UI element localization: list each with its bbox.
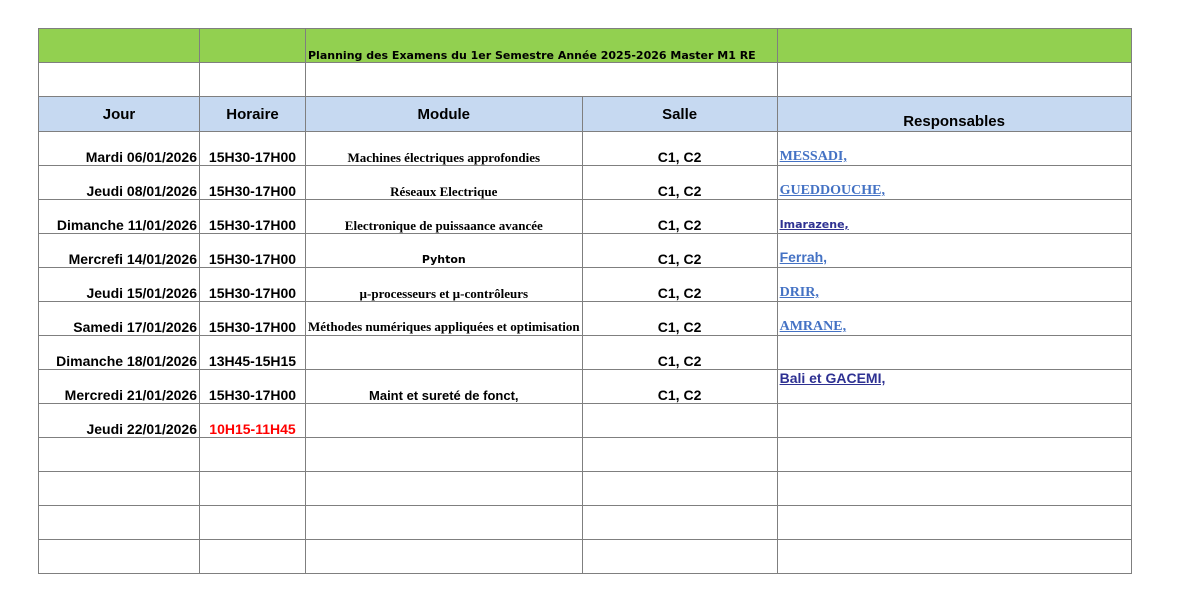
time-cell[interactable]: 10H15-11H45 (200, 404, 306, 438)
cell[interactable] (777, 63, 1131, 97)
cell[interactable] (39, 540, 200, 574)
cell[interactable] (200, 540, 306, 574)
resp-cell[interactable] (777, 302, 1131, 336)
responsable-link[interactable]: Bali et GACEMI, (779, 370, 886, 386)
module-cell[interactable]: Electronique de puissaance avancée (306, 200, 583, 234)
schedule-title[interactable]: Planning des Examens du 1er Semestre Année 2025-2026 Master M1 RE (306, 29, 778, 63)
cell[interactable] (777, 438, 1131, 472)
cell[interactable] (777, 506, 1131, 540)
table-row (39, 166, 1132, 200)
resp-cell[interactable] (777, 234, 1131, 268)
title-row (39, 29, 1132, 63)
header-responsables[interactable]: Responsables (777, 97, 1131, 132)
resp-cell[interactable] (777, 132, 1131, 166)
cell[interactable] (200, 63, 306, 97)
header-day[interactable]: Jour (39, 97, 200, 132)
table-row (39, 336, 1132, 370)
time-cell[interactable]: 15H30-17H00 (200, 132, 306, 166)
table-row (39, 404, 1132, 438)
day-cell[interactable]: Mercrefi 14/01/2026 (39, 234, 200, 268)
cell[interactable] (39, 506, 200, 540)
cell[interactable] (39, 472, 200, 506)
table-row (39, 132, 1132, 166)
room-cell[interactable] (582, 404, 777, 438)
time-cell[interactable]: 15H30-17H00 (200, 234, 306, 268)
day-cell[interactable]: Dimanche 11/01/2026 (39, 200, 200, 234)
day-cell[interactable]: Samedi 17/01/2026 (39, 302, 200, 336)
cell[interactable] (200, 472, 306, 506)
cell[interactable] (582, 506, 777, 540)
cell[interactable] (582, 438, 777, 472)
module-cell[interactable]: Machines électriques approfondies (306, 132, 583, 166)
module-cell[interactable]: Réseaux Electrique (306, 166, 583, 200)
table-row (39, 268, 1132, 302)
resp-cell[interactable] (777, 336, 1131, 370)
header-module[interactable]: Module (306, 97, 583, 132)
cell[interactable] (200, 29, 306, 63)
cell[interactable] (306, 472, 583, 506)
cell[interactable] (39, 63, 200, 97)
resp-cell[interactable] (777, 166, 1131, 200)
day-cell[interactable]: Jeudi 22/01/2026 (39, 404, 200, 438)
resp-cell[interactable] (777, 268, 1131, 302)
room-cell[interactable]: C1, C2 (582, 166, 777, 200)
empty-row (39, 438, 1132, 472)
room-cell[interactable]: C1, C2 (582, 370, 777, 404)
cell[interactable] (200, 506, 306, 540)
day-cell[interactable]: Mercredi 21/01/2026 (39, 370, 200, 404)
time-cell[interactable]: 13H45-15H15 (200, 336, 306, 370)
exam-schedule-table (38, 28, 1132, 574)
room-cell[interactable]: C1, C2 (582, 302, 777, 336)
cell[interactable] (306, 63, 778, 97)
time-cell[interactable]: 15H30-17H00 (200, 370, 306, 404)
cell[interactable] (200, 438, 306, 472)
module-cell[interactable]: Méthodes numériques appliquées et optimisation (306, 302, 583, 336)
responsable-link[interactable]: DRIR, (779, 285, 819, 300)
header-row (39, 97, 1132, 132)
empty-row (39, 540, 1132, 574)
cell[interactable] (777, 29, 1131, 63)
day-cell[interactable]: Dimanche 18/01/2026 (39, 336, 200, 370)
resp-cell[interactable] (777, 370, 1131, 404)
table-row (39, 302, 1132, 336)
responsable-link[interactable]: GUEDDOUCHE, (779, 183, 885, 198)
time-cell[interactable]: 15H30-17H00 (200, 268, 306, 302)
cell[interactable] (582, 472, 777, 506)
cell[interactable] (582, 540, 777, 574)
cell[interactable] (306, 506, 583, 540)
module-cell[interactable]: Maint et sureté de fonct, (306, 370, 583, 404)
day-cell[interactable]: Mardi 06/01/2026 (39, 132, 200, 166)
cell[interactable] (306, 438, 583, 472)
room-cell[interactable]: C1, C2 (582, 268, 777, 302)
empty-row (39, 63, 1132, 97)
day-cell[interactable]: Jeudi 15/01/2026 (39, 268, 200, 302)
room-cell[interactable]: C1, C2 (582, 336, 777, 370)
cell[interactable] (39, 29, 200, 63)
resp-cell[interactable] (777, 200, 1131, 234)
responsable-link[interactable]: Ferrah, (779, 249, 828, 265)
cell[interactable] (39, 438, 200, 472)
cell[interactable] (306, 540, 583, 574)
responsable-link[interactable]: AMRANE, (779, 319, 847, 334)
cell[interactable] (777, 540, 1131, 574)
table-row (39, 234, 1132, 268)
header-time[interactable]: Horaire (200, 97, 306, 132)
room-cell[interactable]: C1, C2 (582, 132, 777, 166)
table-row (39, 200, 1132, 234)
module-cell[interactable]: Pyhton (306, 234, 583, 268)
module-cell[interactable] (306, 404, 583, 438)
table-row (39, 370, 1132, 404)
responsable-link[interactable]: MESSADI, (779, 149, 847, 164)
day-cell[interactable]: Jeudi 08/01/2026 (39, 166, 200, 200)
module-cell[interactable]: µ-processeurs et µ-contrôleurs (306, 268, 583, 302)
time-cell[interactable]: 15H30-17H00 (200, 302, 306, 336)
cell[interactable] (777, 472, 1131, 506)
responsable-link[interactable]: Imarazene, (779, 218, 849, 231)
time-cell[interactable]: 15H30-17H00 (200, 200, 306, 234)
empty-row (39, 506, 1132, 540)
header-room[interactable]: Salle (582, 97, 777, 132)
resp-cell[interactable] (777, 404, 1131, 438)
time-cell[interactable]: 15H30-17H00 (200, 166, 306, 200)
room-cell[interactable]: C1, C2 (582, 200, 777, 234)
empty-row (39, 472, 1132, 506)
room-cell[interactable]: C1, C2 (582, 234, 777, 268)
module-cell[interactable] (306, 336, 583, 370)
